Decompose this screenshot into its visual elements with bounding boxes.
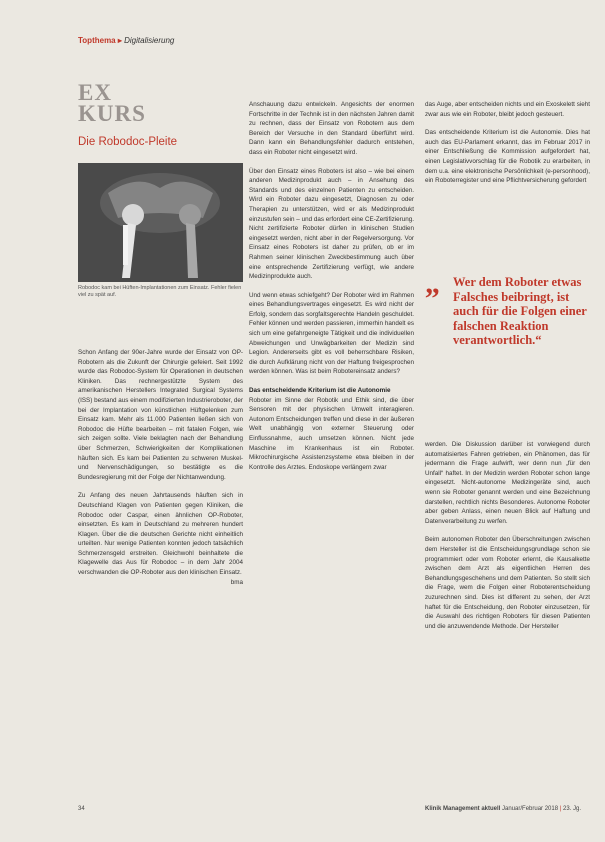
- section-label: Digitalisierung: [124, 36, 175, 45]
- column-3-top: [425, 100, 590, 195]
- exkurs-line-2: KURS: [78, 101, 146, 126]
- paragraph: Das entscheidende Kriterium ist die Autonomie. Dies hat auch das EU-Parlament erkannt, das im Februar 2017 in einer Entschließung die Kommission aufgefordert hat, einen Legislativvorschlag für die Robotik zu erarbeiten, in dem u.a. eine elektronische Persönlichkeit (e-personhood), ein Roboterregister und eine Pflichtversicherung gefordert: [425, 129, 590, 185]
- paragraph: Anschauung dazu entwickeln. Angesichts der enormen Fortschritte in der Technik ist in den nächsten Jahren damit zu rechnen, dass der Einsatz von Robotern aus dem Bereich der Versuche in den Standard überführt wird. Dann kann ein Behandlungsfehler dadurch entstehen, dass ein Roboter nicht eingesetzt wird.: [249, 101, 414, 156]
- pull-quote-text: Wer dem Roboter etwas Falsches beibringt, ist auch für die Folgen einer falschen Reaktion verantwortlich.“: [453, 275, 587, 347]
- paragraph: werden. Die Diskussion darüber ist vorwiegend durch automatisiertes Fahren getrieben, ein Phänomen, das für jedermann die Frage aufwirft, wer denn nun „für den Unfall“ haftet. In der Medizin werden Roboter schon lange eingesetzt. Nicht-autonome Medizingeräte sind, auch wenn sie Roboter genannt werden und eine Bezeichnung darstellen, rechtlich nichts Besonderes. Autonome Roboter aber geben Anlass, einen neuen Blick auf Haftung und Datenverarbeitung zu werfen.: [425, 441, 590, 525]
- footer-issue: Januar/Februar 2018: [502, 806, 559, 812]
- exkurs-subtitle: Die Robodoc-Pleite: [78, 136, 178, 148]
- paragraph: das Auge, aber entscheiden nichts und ein Exoskelett sieht zwar aus wie ein Roboter, bleibt jedoch gesteuert.: [425, 101, 590, 118]
- section-header: [78, 36, 174, 45]
- paragraph: Und wenn etwas schiefgeht? Der Roboter wird im Rahmen eines Behandlungsvertrages eingesetzt. Es wird nicht der Erfolg, sondern das sorgfaltsgerechte Handeln geschuldet. Fehler können und werden passieren, immerhin handelt es sich um eine gefahrgeneigte Tätigkeit und die individuellen Abweichungen und Unwägbarkeiten der Medizin sind Legion. Andererseits gibt es voll beherrschbare Risiken, die durch Aufklärung nicht von der Haftung freigesprochen werden können. Was ist beim Robotereinsatz anders?: [249, 291, 414, 376]
- magazine-name: Klinik Management aktuell: [425, 806, 501, 812]
- xray-image: [78, 163, 243, 282]
- paragraph: Beim autonomen Roboter den Überschreitungen zwischen dem Hersteller ist die Entscheidungsgrundlage schon sie programmiert oder vom Roboter erlernt, die Kausalkette zwischen dem Arzt als eigentlichen Herren des Behandlungsgeschehens und dem Patienten. So stellt sich die Frage, wem die Folgen einer Roboterentscheidung zuzurechnen sind. Dies ist different zu sehen, der Arzt haftet für die Entscheidung, den Roboter einzusetzen, für die Auswahl des richtigen Roboters für diesen Patienten und die anzuwendende Methode. Der Hersteller: [425, 536, 590, 630]
- column-3-bottom: [425, 440, 590, 640]
- arrow-icon: ▸: [117, 36, 122, 45]
- paragraph: Roboter im Sinne der Robotik und Ethik sind, die über Sensoren mit der physischen Umwelt interagieren. Autonom Entscheidungen treffen und diese in der äußeren Welt unabhängig von externer Steuerung oder Einflussnahme, auch umsetzen können. Nicht jede Maschine im Krankenhaus ist ein Roboter. Mikrochirurgische Assistenzsysteme etwa bleiben in der Kontrolle des Arztes. Endoskope verlängern zwar: [249, 396, 414, 471]
- paragraph: Über den Einsatz eines Roboters ist also – wie bei einem anderen Medizinprodukt auch – in Ansehung des Standards und des einzelnen Patienten zu entscheiden. Wird ein Roboter dazu eingesetzt, Diagnosen zu oder Therapien zu unterstützen, wird er als Medizinprodukt einzustufen sein – und das erfordert eine CE-Zertifizierung. Nicht zertifizierte Roboter dürfen in klinischen Studien eingesetzt werden, nicht aber in der Regelversorgung. Vor Einsatz eines Roboters ist daher zu prüfen, ob er im Rahmen seiner klinischen Zweckbestimmung auch über eine entsprechende Zertifizierung verfügt, wie andere Medizinprodukte auch.: [249, 167, 414, 281]
- pull-quote: [425, 267, 590, 348]
- quote-mark-icon: „: [425, 267, 440, 300]
- column-1: [78, 348, 243, 587]
- paragraph-text: Zu Anfang des neuen Jahrtausends häuften sich in Deutschland Klagen von Patienten gegen Kliniken, die Robodoc oder Caspar, einen ähnlichen OP-Roboter, einsetzten. Es kam in Deutschland zu mehreren hundert Klagen. Über die die deutschen Gerichte nicht einheitlich urteilten. Nur wenige Patienten konnten jedoch tatsächlich Schmerzensgeld erstreiten. Gleichwohl beinhaltete die Klagewelle das Aus für Robodoc – in dem Jahr 2004 verschwanden die OP-Roboter aus den klinischen Einsatz.: [78, 492, 243, 577]
- hip-xray-photo: [78, 163, 243, 282]
- column-2: [249, 100, 414, 481]
- topic-label: Topthema: [78, 36, 116, 45]
- footer-divider: |: [559, 806, 562, 812]
- paragraph: [78, 491, 243, 586]
- exkurs-heading: [78, 82, 243, 124]
- author-initials: bma: [230, 578, 243, 586]
- subheading: Das entscheidende Kriterium ist die Autonomie: [249, 387, 391, 395]
- photo-caption: Robodoc kam bei Hüften-Implantationen zum Einsatz. Fehler fielen viel zu spät auf.: [78, 285, 242, 298]
- page-number-left: 34: [78, 806, 85, 812]
- footer-volume: 23. Jg.: [562, 806, 581, 812]
- paragraph: Schon Anfang der 90er-Jahre wurde der Einsatz von OP-Robotern als die Zukunft der Chirurgie gefeiert. Seit 1992 wurde das Robodoc-System für Operationen in deutschen Kliniken. Das rechnergestützte System des amerikanischen Herstellers Integrated Surgical Systems (ISS) bestand aus einem modifizierten Industrieroboter, der bei der Implantation von künstlichen Hüftgelenken zum Einsatz kam. Mehr als 11.000 Patienten ließen sich von Robodoc die Hüfte bearbeiten – mit fatalen Folgen, wie sich zeigen sollte. Viele beklagten nach der Behandlung über Schmerzen, Schwierigkeiten der Komplikationen häuften sich. Es kam bei Patienten zu schweren Muskel- und Nervenschädigungen, so bestätigte es die Bundesregierung mit der Folge der Nichtanwendung.: [78, 349, 243, 481]
- footer-info: [425, 806, 581, 812]
- exkurs-line-1: EX: [78, 80, 112, 105]
